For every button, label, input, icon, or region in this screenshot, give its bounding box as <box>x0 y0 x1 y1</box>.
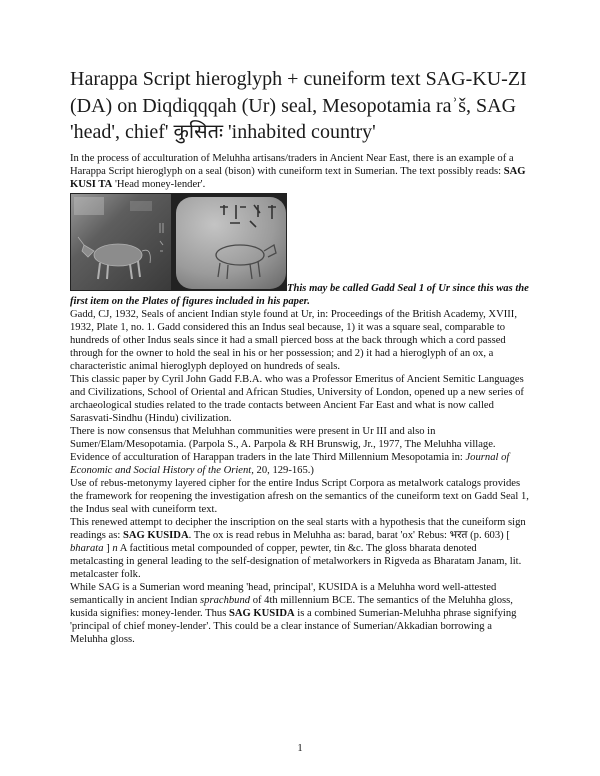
noun-abbrev: n <box>112 542 118 554</box>
sag-kusida-reading: SAG KUSIDA <box>122 529 189 541</box>
sag-kusida-phrase: SAG KUSIDA <box>228 607 295 619</box>
renewed-attempt-paragraph <box>70 516 532 581</box>
classic-text: This classic paper by Cyril John Gadd F.B.A. who was a Professor Emeritus of Ancient Semitic Languages and Civilizations, School of Oriental and African Studies, University of London, opened up a new series of archaeological studies related to the trade contacts between Ancient Far East and what is now called Sarasvati-Sindhu (Hindu) civilization. <box>70 373 524 424</box>
while-text-2: of 4th millennium BCE. The semantics of the Meluhha gloss, kusida signifies: money-lender. Thus <box>70 594 513 619</box>
figure-with-caption <box>70 191 532 308</box>
classic-paper-paragraph <box>70 373 532 425</box>
renewed-text-2: . The ox is read rebus in Meluhha as: barad, barat 'ox' Rebus: भरत (p. 603) [ <box>188 529 510 541</box>
sprachbund-term: sprachbund <box>200 594 251 606</box>
consensus-text: There is now consensus that Meluhhan communities were present in Ur III and also in Sumer/Elam/Mesopotamia. (Parpola S., A. Parpola & RH Brunswig, Jr., 1977, The Meluhha village. Evidence of acculturation of Harappan traders in the late Third Millennium Mesopotamia in: <box>70 425 496 463</box>
sag-kusida-paragraph <box>70 581 532 646</box>
intro-text-end: 'Head money-lender'. <box>112 178 206 190</box>
figure-caption: This may be called Gadd Seal 1 of Ur since this was the first item on the Plates of figures included in his paper. <box>70 282 529 307</box>
seal-impression-photo <box>176 197 286 289</box>
document-body <box>70 152 532 646</box>
bharata-term: bharata <box>70 542 104 554</box>
while-text: While SAG is a Sumerian word meaning 'head, principal', KUSIDA is a Meluhha word well-attested semantically in ancient Indian <box>70 581 497 606</box>
seal-photograph <box>70 193 287 291</box>
renewed-text: This renewed attempt to decipher the inscription on the seal starts with a hypothesis that the cuneiform sign readings as: <box>70 516 526 541</box>
rebus-paragraph <box>70 477 532 516</box>
gadd-paragraph <box>70 308 532 373</box>
page-title: Harappa Script hieroglyph + cuneiform text SAG-KU-ZI (DA) on Diqdiqqqah (Ur) seal, Mesopotamia raʾš, SAG 'head', chief' कुसितः 'inhabited country' <box>70 68 527 143</box>
gadd-text: Gadd, CJ, 1932, Seals of ancient Indian style found at Ur, in: Proceedings of the British Academy, XVIII, 1932, Plate 1, no. 1. Gadd considered this an Indus seal because, 1) it was a square seal, comparable to hundreds of other Indus seals since it had a small pierced boss at the back through which a cord passed through for the owner to hold the seal in his or her possession; and 2) it had a hieroglyph of an ox, a characteristic animal hieroglyph deployed on hundreds of seals. <box>70 308 517 372</box>
journal-title: Journal of Economic and Social History of the Orient <box>70 451 510 476</box>
renewed-text-3: ] <box>103 542 113 554</box>
rebus-text: Use of rebus-metonymy layered cipher for the entire Indus Script Corpora as metalwork catalogs provides the framework for reopening the investigation afresh on the semantics of the cuneiform text on Gadd Seal 1, the Indus seal with cuneiform text. <box>70 477 529 515</box>
document-page <box>70 66 532 646</box>
intro-paragraph <box>70 152 532 191</box>
consensus-text-end: , 20, 129-165.) <box>251 464 314 476</box>
page-number: 1 <box>297 743 303 754</box>
intro-reading: SAG KUSI TA <box>70 165 526 190</box>
while-text-3: is a combined Sumerian-Meluhha phrase signifying 'principal of chief money-lender'. This could be a clear instance of Sumerian/Akkadian borrowing a Meluhha gloss. <box>70 607 517 645</box>
renewed-text-4: A factitious metal compounded of copper, pewter, tin &c. The gloss bharata denoted metalcasting in general leading to the self-designation of metalworkers in Rigveda as Bharatam Janam, lit. metalcaster folk. <box>70 542 522 580</box>
intro-text: In the process of acculturation of Meluhha artisans/traders in Ancient Near East, there is an example of a Harappa Script hieroglyph on a seal (bison) with cuneiform text in Sumerian. The text possibly reads: <box>70 152 514 177</box>
consensus-paragraph <box>70 425 532 477</box>
seal-obverse-photo <box>71 194 171 290</box>
